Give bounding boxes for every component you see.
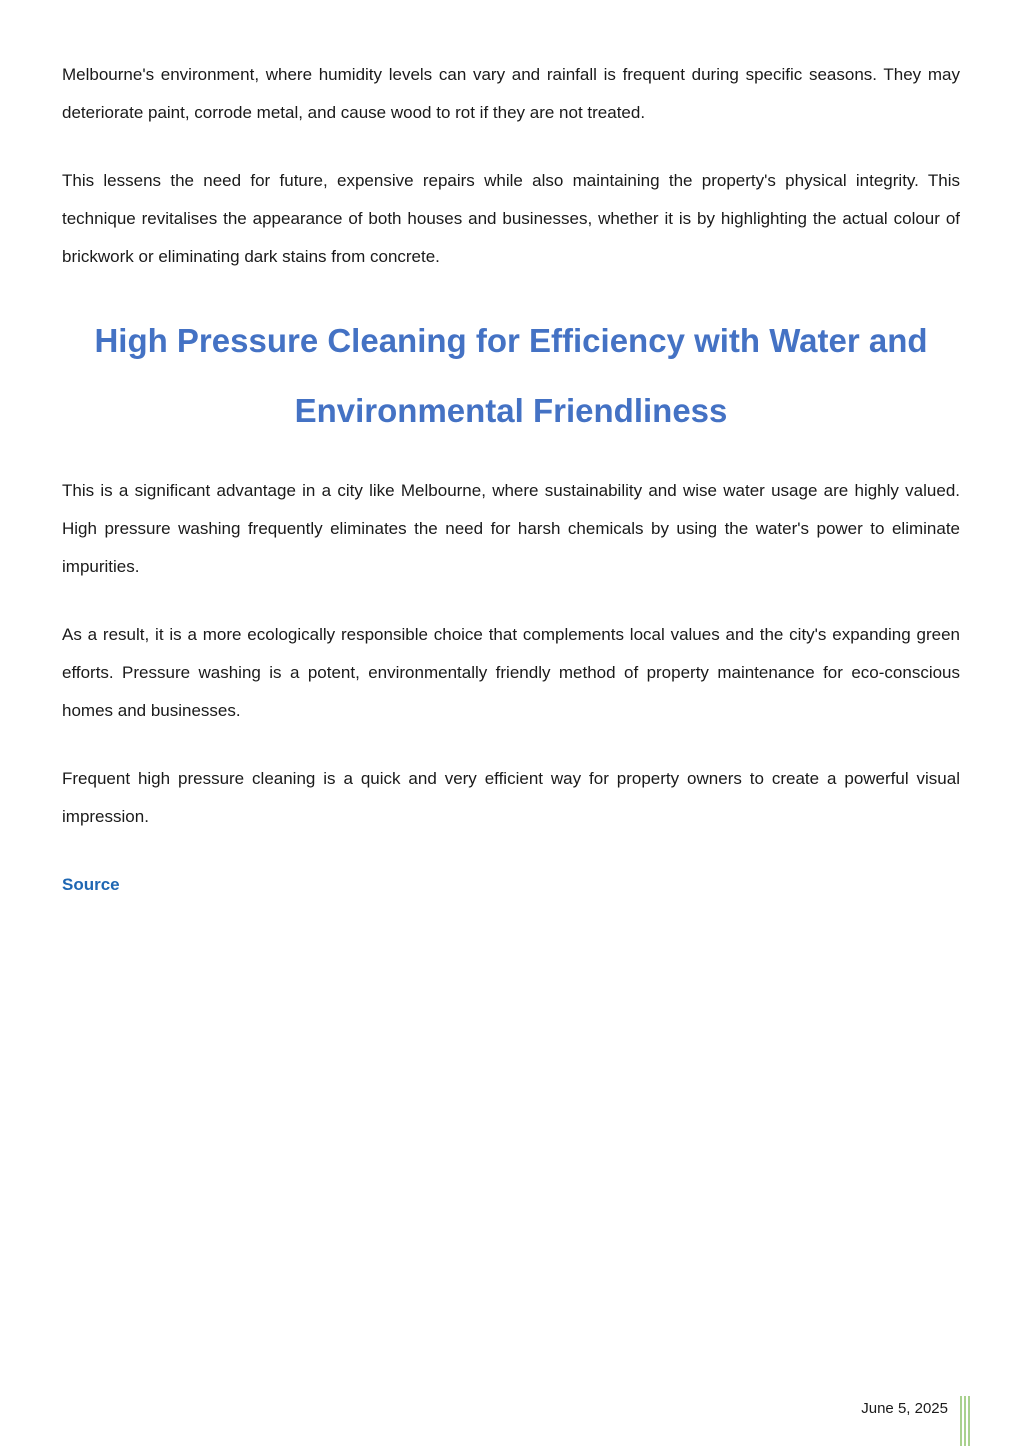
body-paragraph: As a result, it is a more ecologically responsible choice that complements local values and the city's expanding green efforts. Pressure washing is a potent, environmentally friendly method of property maintenance for eco-conscious homes and businesses.: [62, 625, 960, 720]
footer-accent-bar: [968, 1396, 970, 1446]
footer-accent-bar: [960, 1396, 962, 1446]
document-body: [62, 56, 960, 904]
footer-accent-bars: [960, 1396, 972, 1446]
body-paragraph: Frequent high pressure cleaning is a quick and very efficient way for property owners to create a powerful visual impression.: [62, 769, 960, 826]
body-paragraph: Melbourne's environment, where humidity levels can vary and rainfall is frequent during specific seasons. They may deteriorate paint, corrode metal, and cause wood to rot if they are not treated.: [62, 65, 960, 122]
footer-accent-bar: [964, 1396, 966, 1446]
section-heading: High Pressure Cleaning for Efficiency with Water and Environmental Friendliness: [94, 322, 928, 429]
source-link[interactable]: Source: [62, 875, 120, 894]
body-paragraph: This lessens the need for future, expensive repairs while also maintaining the property's physical integrity. This technique revitalises the appearance of both houses and businesses, whether it is by highlighting the actual colour of brickwork or eliminating dark stains from concrete.: [62, 171, 960, 266]
footer-date: June 5, 2025: [861, 1400, 948, 1417]
body-paragraph: This is a significant advantage in a city like Melbourne, where sustainability and wise water usage are highly valued. High pressure washing frequently eliminates the need for harsh chemicals by using the water's power to eliminate impurities.: [62, 481, 960, 576]
